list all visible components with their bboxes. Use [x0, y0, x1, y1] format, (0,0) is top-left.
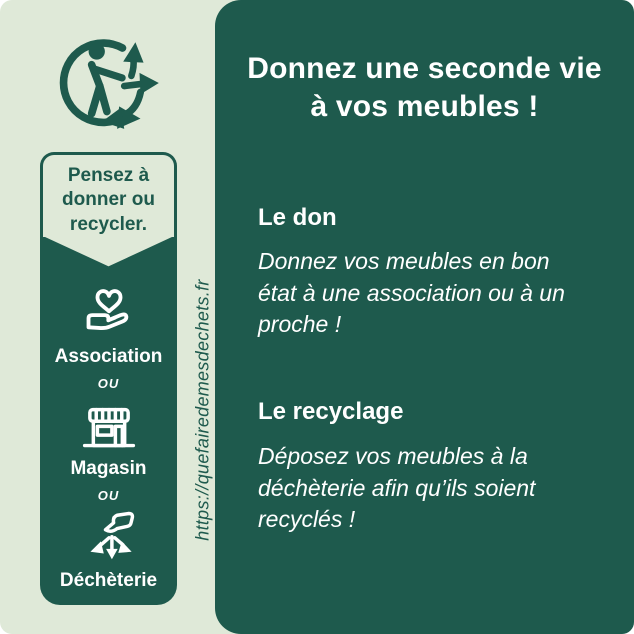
magasin-label: Magasin: [70, 458, 147, 479]
ribbon-chevron-notch: [40, 237, 177, 271]
association-option: [40, 278, 177, 342]
heart-in-hand-icon: [77, 278, 141, 342]
page-title-line1: Donnez une seconde vie: [247, 52, 602, 85]
page-title-line2: à vos meubles !: [310, 90, 539, 124]
page-title: [215, 50, 634, 127]
association-label: Association: [54, 346, 163, 367]
separator-ou-1: OU: [97, 376, 120, 391]
magasin-option: [40, 398, 177, 456]
website-url-link[interactable]: https://quefairedemesdechets.fr: [192, 279, 213, 541]
section-body-don: Donnez vos meubles en bon état à une association ou à un proche !: [258, 248, 565, 338]
section-heading-recyclage: Le recyclage: [258, 398, 404, 425]
decheterie-label: Déchèterie: [59, 570, 158, 591]
section-body-recyclage: Déposez vos meubles à la déchèterie afin qu’ils soient recyclés !: [258, 443, 536, 533]
banner-pensez-a-donner: Pensez à donner ou recycler.: [40, 152, 177, 238]
triman-recycling-logo-icon: [55, 28, 169, 136]
decheterie-option: [40, 510, 177, 568]
info-panel: [215, 0, 634, 634]
separator-ou-2: OU: [97, 488, 120, 503]
storefront-icon: [80, 398, 138, 456]
options-ribbon: [40, 238, 177, 605]
hand-disposal-arrows-icon: [80, 510, 138, 568]
section-heading-don: Le don: [258, 204, 337, 231]
